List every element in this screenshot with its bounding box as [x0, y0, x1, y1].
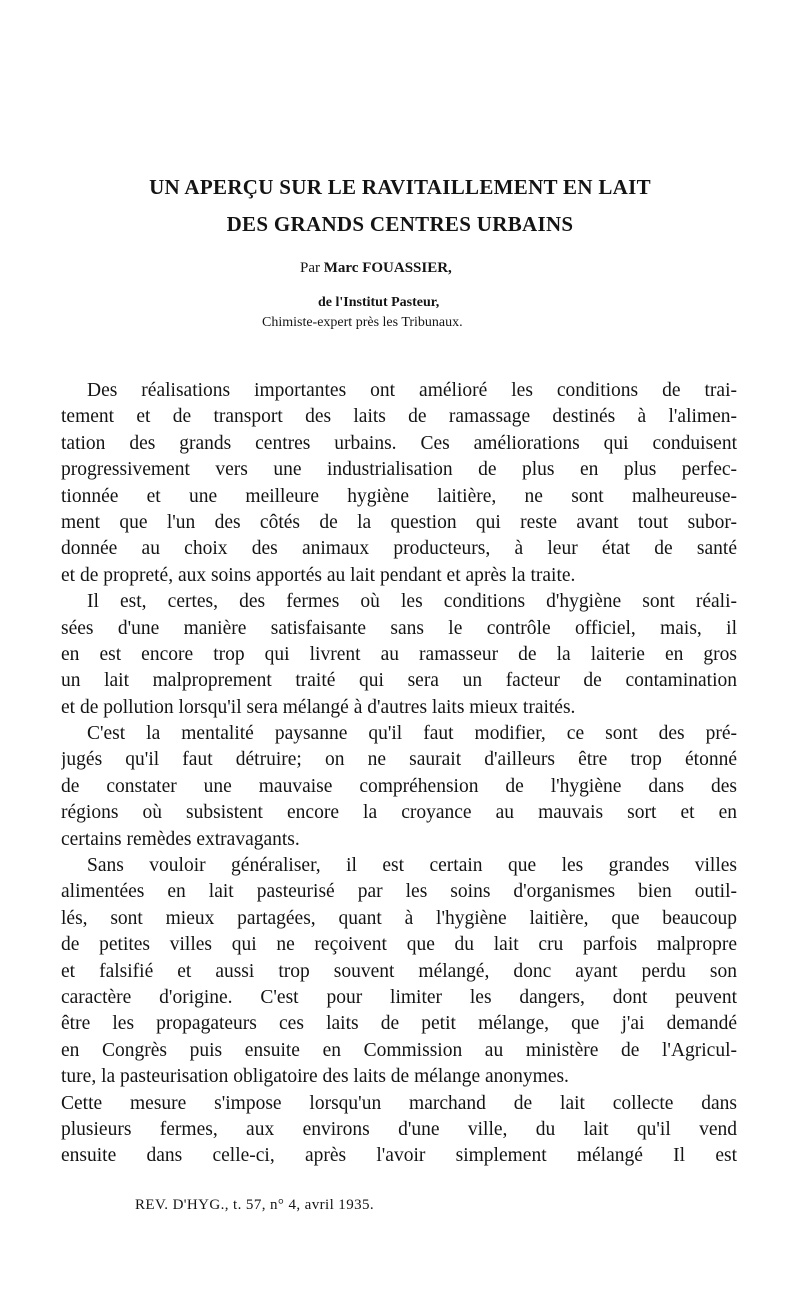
body-line: de constater une mauvaise compréhension de l'hygiène dans des — [61, 775, 737, 797]
body-line: un lait malproprement traité qui sera un facteur de contamination — [61, 670, 737, 692]
body-line: certains remèdes extravagants. — [61, 828, 300, 850]
journal-citation: REV. D'HYG., t. 57, n° 4, avril 1935. — [135, 1197, 375, 1213]
body-line: lés, sont mieux partagées, quant à l'hygiène laitière, que beaucoup — [61, 907, 737, 929]
body-line: ture, la pasteurisation obligatoire des laits de mélange anonymes. — [61, 1066, 569, 1088]
body-line: donnée au choix des animaux producteurs, à leur état de santé — [61, 538, 737, 560]
author-affiliation-2: Chimiste-expert près les Tribunaux. — [262, 315, 463, 330]
body-line: Sans vouloir généraliser, il est certain que les grandes villes — [87, 855, 737, 877]
article-title-line-2: DES GRANDS CENTRES URBAINS — [226, 212, 574, 236]
body-line: tation des grands centres urbains. Ces améliorations qui conduisent — [61, 432, 737, 454]
body-line: en Congrès puis ensuite en Commission au ministère de l'Agricul- — [61, 1039, 737, 1061]
body-line: régions où subsistent encore la croyance au mauvais sort et en — [61, 802, 737, 824]
body-line: et de propreté, aux soins apportés au lait pendant et après la traite. — [61, 564, 576, 586]
article-title-line-1: UN APERÇU SUR LE RAVITAILLEMENT EN LAIT — [149, 175, 651, 199]
body-line: Cette mesure s'impose lorsqu'un marchand de lait collecte dans — [61, 1092, 737, 1114]
body-line: sées d'une manière satisfaisante sans le contrôle officiel, mais, il — [61, 617, 737, 639]
byline — [300, 260, 452, 277]
body-line: caractère d'origine. C'est pour limiter les dangers, dont peuvent — [61, 986, 737, 1008]
body-line: Il est, certes, des fermes où les conditions d'hygiène sont réali- — [87, 591, 737, 613]
author-affiliation-1: de l'Institut Pasteur, — [318, 295, 440, 310]
body-line: être les propagateurs ces laits de petit mélange, que j'ai demandé — [61, 1013, 737, 1035]
body-line: en est encore trop qui livrent au ramasseur de la laiterie en gros — [61, 643, 737, 665]
body-line: Des réalisations importantes ont amélioré les conditions de trai- — [87, 380, 737, 401]
body-line: plusieurs fermes, aux environs d'une ville, du lait qu'il vend — [61, 1118, 737, 1140]
body-line: progressivement vers une industrialisation de plus en plus perfec- — [61, 459, 737, 481]
body-line: et falsifié et aussi trop souvent mélangé, donc ayant perdu son — [61, 960, 737, 982]
body-line: et de pollution lorsqu'il sera mélangé à d'autres laits mieux traités. — [61, 696, 576, 718]
body-line: de petites villes qui ne reçoivent que du lait cru parfois malpropre — [61, 934, 737, 956]
body-line: ment que l'un des côtés de la question qui reste avant tout subor- — [61, 511, 737, 533]
author-name: Marc FOUASSIER, — [323, 260, 452, 276]
byline-prefix: Par — [300, 260, 324, 276]
body-line: tionnée et une meilleure hygiène laitière, ne sont malheureuse- — [61, 485, 737, 507]
article-body — [61, 378, 737, 1170]
body-line: tement et de transport des laits de ramassage destinés à l'alimen- — [61, 406, 737, 428]
body-line: C'est la mentalité paysanne qu'il faut modifier, ce sont des pré- — [87, 723, 737, 745]
body-line: alimentées en lait pasteurisé par les soins d'organismes bien outil- — [61, 881, 737, 903]
body-line: jugés qu'il faut détruire; on ne saurait d'ailleurs être trop étonné — [61, 749, 737, 771]
body-line: ensuite dans celle-ci, après l'avoir simplement mélangé Il est — [61, 1145, 737, 1167]
